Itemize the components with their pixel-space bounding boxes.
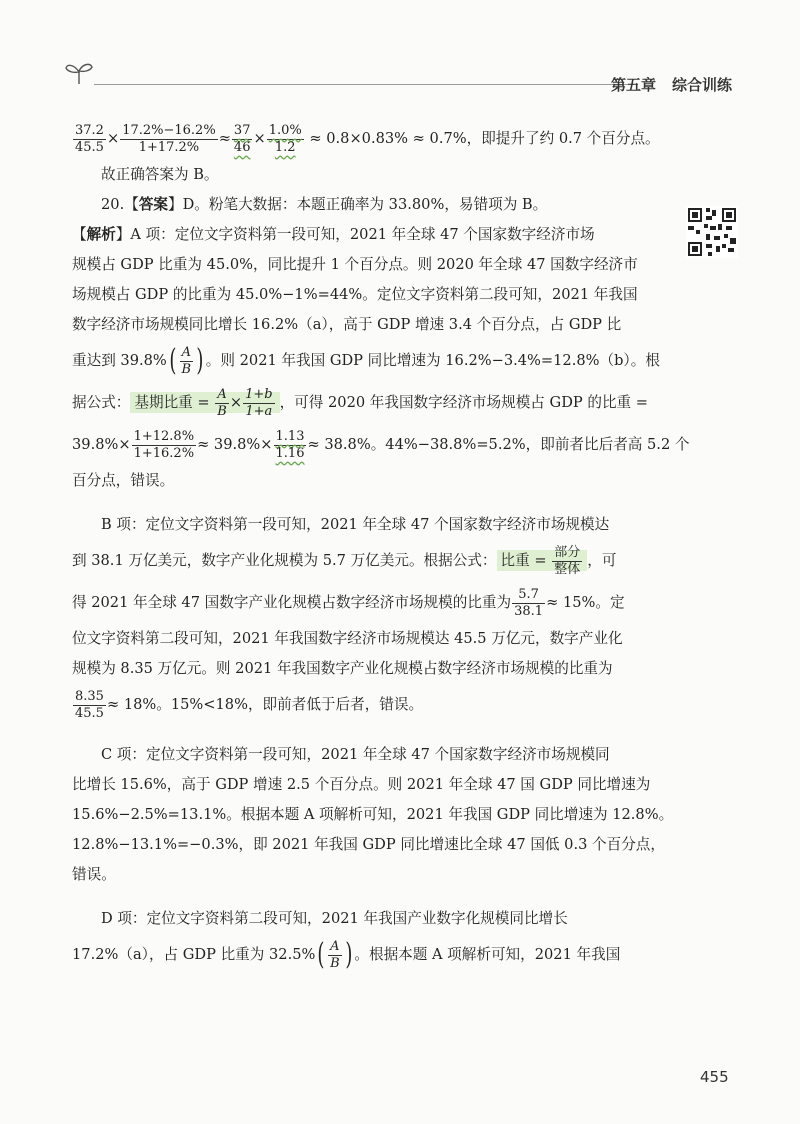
answer-header: 20.【答案】D。粉笔大数据：本题正确率为 33.80%，易错项为 B。 [101,196,548,213]
text-line: 场规模占 GDP 的比重为 45.0%−1%=44%。定位文字资料第二段可知，2021 年我国 [72,286,638,303]
solution-text [72,118,736,976]
section-label: 综合训练 [671,76,732,94]
text-line: 15.6%−2.5%=13.1%。根据本题 A 项解析可知，2021 年我国 GDP 同比增速为 12.8%。 [72,806,674,823]
header-divider [94,84,634,85]
fraction: $\frac{8.35}{45.5}$ [75,688,104,721]
text-line: 百分点，错误。 [72,472,175,489]
analysis-line: 【解析】A 项：定位文字资料第一段可知，2021 年全球 47 个国家数字经济市场 [72,226,595,243]
text-line: 比增长 15.6%，高于 GDP 增速 2.5 个百分点。则 2021 年全球 47 国 GDP 同比增速为 [72,776,651,793]
page-number: 455 [700,1068,729,1086]
page-header [60,58,740,98]
text-line: 重达到 39.8%( $\frac{A}{B}$ ) 。则 2021 年我国 GDP 同比增速为 16.2%−3.4%=12.8%（b）。根 [72,343,660,378]
chapter-label: 第五章 [610,76,656,94]
fraction: $\frac{37.2}{45.5}$ [75,122,104,155]
fraction: $\frac{5.7}{38.1}$ [514,586,544,619]
fraction: $\frac{1+12.8\%}{1+16.2\%}$ [133,428,195,461]
text-line: 位文字资料第二段可知，2021 年我国数字经济市场规模达 45.5 万亿元，数字产业化 [72,630,623,647]
text-line: 规模为 8.35 万亿元。则 2021 年我国数字产业化规模占数字经济市场规模的比重为 [72,660,613,677]
sprout-icon [64,60,94,86]
text-line: 17.2%（a），占 GDP 比重为 32.5%( $\frac{A}{B}$ ) 。根据本题 A 项解析可知，2021 年我国 [72,937,621,972]
fraction: $\frac{A}{B}$ [181,344,192,377]
text-line: 错误。 [72,866,116,883]
text-line: 数字经济市场规模同比增长 16.2%（a），高于 GDP 增速 3.4 个百分点，占 GDP 比 [72,316,622,333]
fraction: $\frac{17.2\%-16.2\%}{1+17.2\%}$ [122,122,216,155]
equation-line: $\frac{8.35}{45.5}$ ≈ 18%。15%<18%，即前者低于后者，错误。 [75,688,424,721]
text-line: 规模占 GDP 比重为 45.0%，同比提升 1 个百分点。则 2020 年全球 47 国数字经济市 [72,256,638,273]
text-line: 得 2021 年全球 47 国数字产业化规模占数字经济市场规模的比重为 $\frac{5.7}{38.1}$ ≈ 15%。定 [72,586,625,619]
answer-line: 故正确答案为 B。 [101,166,219,183]
option-c-line: C 项：定位文字资料第一段可知，2021 年全球 47 个国家数字经济市场规模同 [101,746,610,763]
fraction: $\frac{1.13}{1.16}$ [275,428,305,461]
text-line: 12.8%−13.1%=−0.3%，即 2021 年我国 GDP 同比增速比全球 47 国低 0.3 个百分点， [72,836,665,853]
option-d-line: D 项：定位文字资料第二段可知，2021 年我国产业数字化规模同比增长 [101,910,568,927]
fraction: $\frac{1.0\%}{1.2}$ [268,122,302,155]
chapter-title [611,74,732,95]
equation-line: 39.8%× $\frac{1+12.8\%}{1+16.2\%}$ ≈ 39.8%× $\frac{1.13}{1.16}$ ≈ 38.8%。44%−38.8%=5.2%，即前者比后者高 5.2 个 [72,428,690,461]
formula-highlight: 基期比重 = $\frac{A}{B}$ × $\frac{1+b}{1+a}$ [130,392,279,413]
equation-line: $\frac{37.2}{45.5}$ × $\frac{17.2\%-16.2\%}{1+17.2\%}$ ≈ $\frac{37}{46}$ × $\frac{1.0\%}{1.2}$ ≈ 0.8×0.83% ≈ 0.7%，即提升了约 0.7 个百分点。 [75,122,660,155]
formula-highlight: 比重 = $\frac{\text{部分}}{\text{整体}}$ [497,550,588,571]
formula-line: 到 38.1 万亿美元，数字产业化规模为 5.7 万亿美元。根据公式： 比重 = $\frac{\text{部分}}{\text{整体}}$ ，可 [72,544,617,577]
fraction: $\frac{37}{46}$ [233,122,251,155]
fraction: $\frac{A}{B}$ [330,938,340,971]
option-b-line: B 项：定位文字资料第一段可知，2021 年全球 47 个国家数字经济市场规模达 [101,516,610,533]
formula-line: 据公式： 基期比重 = $\frac{A}{B}$ × $\frac{1+b}{1+a}$ ，可得 2020 年我国数字经济市场规模占 GDP 的比重 = [72,386,649,419]
